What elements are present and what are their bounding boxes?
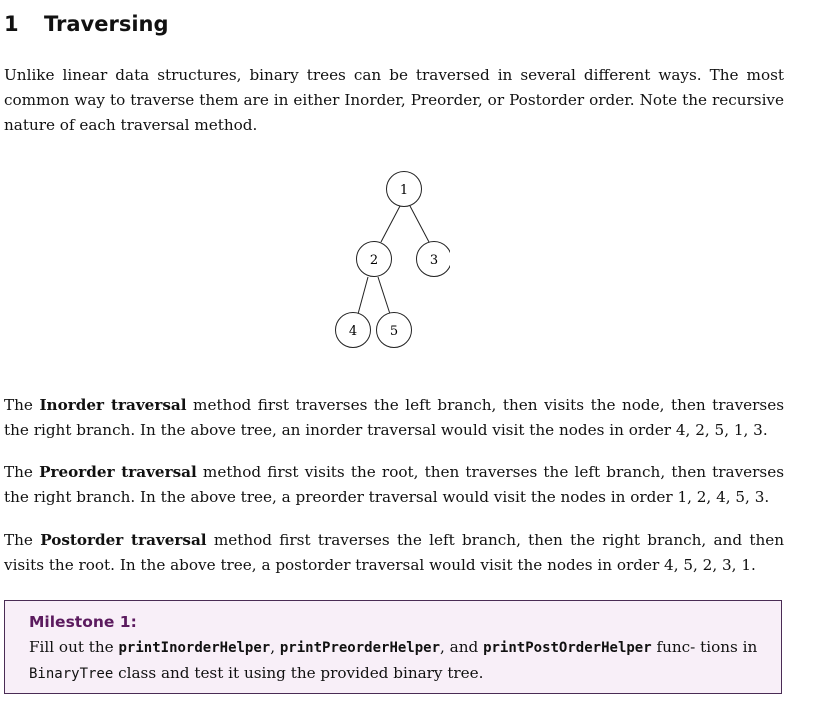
- inorder-paragraph: [4, 393, 784, 443]
- edge-2-4: [358, 277, 368, 314]
- tree-node-label: 2: [369, 253, 379, 268]
- inorder-lead: The: [4, 396, 40, 414]
- tree-node: [387, 172, 422, 207]
- tree-node: [377, 313, 412, 348]
- preorder-term: Preorder traversal: [39, 463, 197, 481]
- milestone-text: ,: [270, 638, 280, 656]
- code-print-postorder-helper: printPostOrderHelper: [483, 640, 652, 656]
- edge-1-2: [381, 206, 400, 242]
- section-number: 1: [4, 12, 19, 36]
- postorder-term: Postorder traversal: [40, 531, 207, 549]
- section-heading: [4, 10, 169, 38]
- code-print-preorder-helper: printPreorderHelper: [279, 640, 441, 656]
- preorder-lead: The: [4, 463, 40, 481]
- section-title: Traversing: [44, 12, 169, 36]
- tree-node-label: 1: [399, 183, 409, 198]
- code-binary-tree: BinaryTree: [29, 666, 114, 682]
- code-print-inorder-helper: printInorderHelper: [118, 640, 271, 656]
- inorder-rest: method first traverses the left branch, then visits the node, then traverses the right branch. In the above tree, an inorder traversal would visit the nodes in order 4, 2, 5, 1, 3.: [4, 396, 784, 439]
- milestone-box: [4, 600, 782, 694]
- postorder-lead: The: [4, 531, 41, 549]
- milestone-text: func- tions in: [651, 638, 758, 656]
- milestone-body: [29, 635, 763, 687]
- binary-tree-diagram: [320, 160, 450, 360]
- preorder-rest: method first visits the root, then traverses the left branch, then traverses the right branch. In the above tree, a preorder traversal would visit the nodes in order 1, 2, 4, 5, 3.: [4, 463, 785, 506]
- tree-node-label: 3: [429, 253, 439, 268]
- intro-paragraph: Unlike linear data structures, binary trees can be traversed in several different ways. The most common way to traverse them are in either Inorder, Preorder, or Postorder order. Note the recursive nature of each traversal method.: [4, 66, 784, 134]
- edge-1-3: [410, 206, 429, 242]
- inorder-term: Inorder traversal: [39, 396, 187, 414]
- tree-node-label: 4: [348, 324, 358, 339]
- tree-node: [357, 242, 392, 277]
- milestone-title: Milestone 1:: [29, 613, 137, 631]
- tree-node-label: 5: [389, 324, 399, 339]
- edge-2-5: [378, 277, 390, 314]
- tree-node: [336, 313, 371, 348]
- preorder-paragraph: [4, 460, 784, 510]
- milestone-text: , and: [440, 638, 484, 656]
- postorder-paragraph: [4, 528, 784, 578]
- tree-node: [417, 242, 451, 277]
- milestone-text: class and test it using the provided binary tree.: [113, 664, 484, 682]
- postorder-rest: method first traverses the left branch, then the right branch, and then visits the root. In the above tree, a postorder traversal would visit the nodes in order 4, 5, 2, 3, 1.: [4, 531, 784, 574]
- milestone-text: Fill out the: [29, 638, 119, 656]
